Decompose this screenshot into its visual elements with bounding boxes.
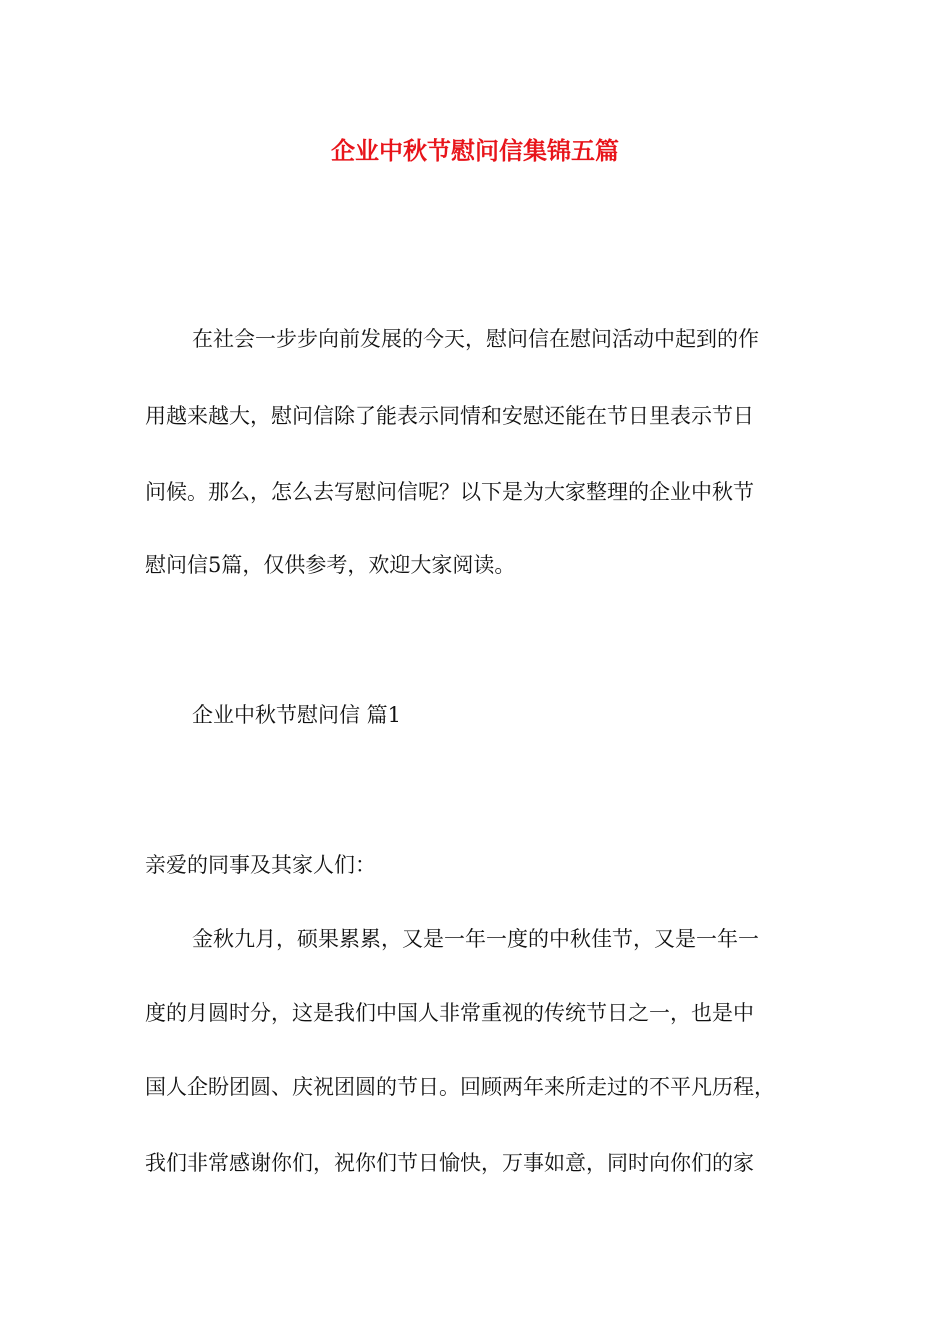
document-title: 企业中秋节慰问信集锦五篇 xyxy=(331,136,619,165)
intro-line-3: 问候。那么，怎么去写慰问信呢？以下是为大家整理的企业中秋节 xyxy=(145,480,754,504)
body-line-2: 度的月圆时分，这是我们中国人非常重视的传统节日之一，也是中 xyxy=(145,1001,754,1025)
section-heading: 企业中秋节慰问信 篇1 xyxy=(192,703,402,727)
intro-line-2: 用越来越大，慰问信除了能表示同情和安慰还能在节日里表示节日 xyxy=(145,404,754,428)
intro-line-4: 慰问信5篇，仅供参考，欢迎大家阅读。 xyxy=(145,553,516,577)
body-line-3: 国人企盼团圆、庆祝团圆的节日。回顾两年来所走过的不平凡历程， xyxy=(145,1075,775,1099)
body-line-1: 金秋九月，硕果累累，又是一年一度的中秋佳节，又是一年一 xyxy=(192,927,759,951)
body-line-4: 我们非常感谢你们，祝你们节日愉快，万事如意，同时向你们的家 xyxy=(145,1151,754,1175)
salutation: 亲爱的同事及其家人们： xyxy=(145,853,376,877)
intro-line-1: 在社会一步步向前发展的今天，慰问信在慰问活动中起到的作 xyxy=(192,327,759,351)
